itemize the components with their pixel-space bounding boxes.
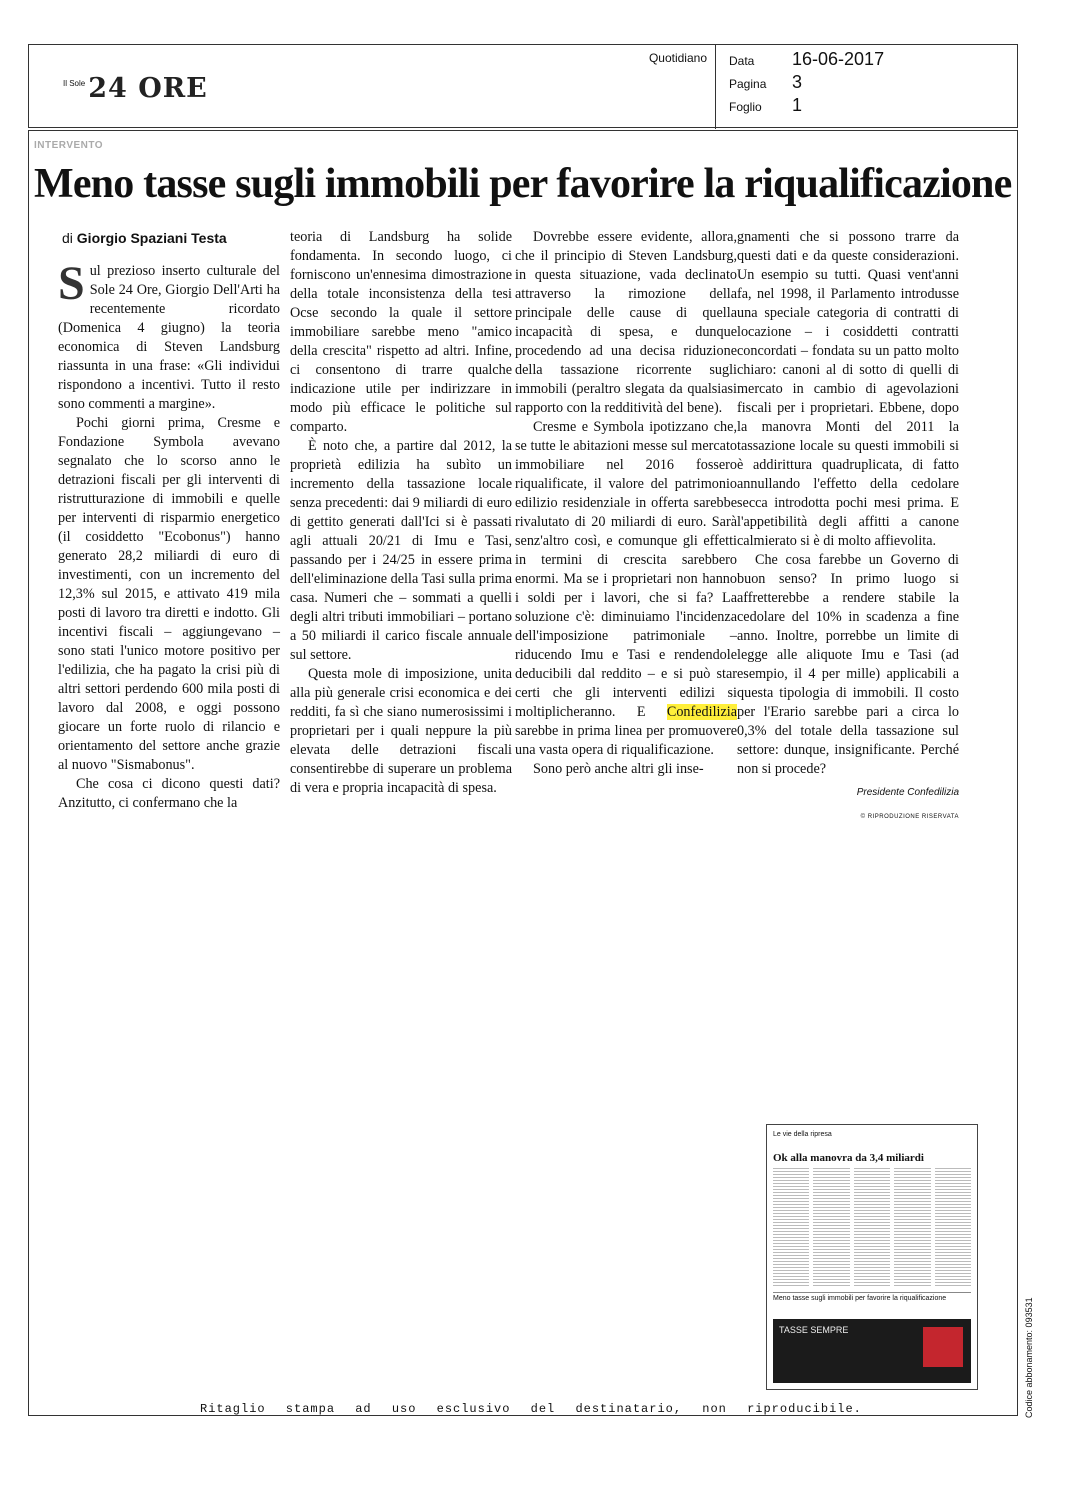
advert-text: TASSE SEMPRE [779,1325,849,1335]
paragraph: Dovrebbe essere evidente, allora, che il principio di Steven Landsburg, in questa situazione, vada declinato attraverso la rimozione della principale delle cause di quella incapacità di spesa, e dunque procedendo ad una decisa riduzione della tassazione ricorrente sugli immobili (peraltro slegata da qualsiasi rapporto con la redditività del bene). [515,229,737,416]
paragraph: teoria di Landsburg ha solide fondamenta. In secondo luogo, ci forniscono un'ennesima dimostrazione della totale inconsistenza della tesi Ocse secondo la quale il settore immobiliare sarebbe meno "amico della crescita" rispetto ad altri. Infine, ci consentono di trarre qualche indicazione utile per indirizzare in modo più efficace le politiche sul comparto. [290,229,512,435]
logo-small-text: Il Sole [63,79,86,88]
thumbnail-article-band: Meno tasse sugli immobili per favorire la riqualificazione [773,1292,971,1302]
header-divider [715,45,716,129]
article-column-2 [290,228,512,798]
thumbnail-columns [773,1168,971,1288]
byline-author: Giorgio Spaziani Testa [76,230,227,246]
publication-type: Quotidiano [648,51,707,65]
thumbnail-advert [773,1319,971,1383]
meta-sheet-row [729,95,884,118]
article-kicker: INTERVENTO [34,140,104,151]
page-thumbnail [766,1124,978,1390]
article-byline [62,230,227,246]
article-column-4 [737,228,959,827]
page-value: 3 [792,72,803,92]
sheet-value: 1 [792,95,803,115]
sheet-label: Foglio [729,100,762,114]
author-signature: Presidente Confedilizia [856,787,959,798]
meta-date-row [729,49,884,72]
thumbnail-text-column [935,1168,971,1288]
copyright-note: © RIPRODUZIONE RISERVATA [860,814,959,820]
paragraph [58,257,280,414]
paragraph: Questa mole di imposizione, unita alla più generale crisi economica e dei redditi, fa sì che siano numerosissimi i proprietari per i quali neppure la più elevata delle detrazioni fiscali consentirebbe di superare un problema di vera e propria incapacità di spesa. [290,666,512,796]
drop-cap: S [58,257,85,310]
paragraph: Che cosa ci dicono questi dati? Anzitutto, ci confermano che la [58,776,280,811]
date-label: Data [729,54,755,68]
paragraph-text: sarebbe in prima linea per promuovere una vasta opera di riqualificazione. [515,723,737,758]
clipping-header [28,44,1018,128]
date-value: 16-06-2017 [792,49,885,69]
paragraph: Pochi giorni prima, Cresme e Fondazione Symbola avevano segnalato che lo scorso anno le detrazioni fiscali per gli interventi di ristrutturazione di immobili e quelle per interventi di risparmio energetico (il cosiddetto "Ecobonus") hanno generato 28,2 miliardi di euro di investimenti, con un incremento del 12,3% sul 2015, e attivato 419 mila posti di lavoro tra diretti e indotto. Gli incentivi fiscali – aggiungevano – sono stati l'unico motore positivo per l'edilizia, che ha pagato la crisi più di altri settori perdendo 600 mila posti di lavoro dal 2008, e oggi possono giocare un forte ruolo di rilancio e orientamento del settore anche grazie al nuovo "Sismabonus". [58,415,280,773]
page-label: Pagina [729,77,767,91]
thumbnail-text-column [894,1168,930,1288]
thumbnail-text-column [854,1168,890,1288]
paragraph: È noto che, a partire dal 2012, la proprietà edilizia ha subìto un incremento della tassazione locale senza precedenti: dai 9 miliardi di euro di gettito generati dall'Ici si è passati agli attuali 20/21 di Imu e Tasi, passando per i 24/25 in essere prima dell'eliminazione della Tasi sulla prima casa. Numeri che – sommati a quelli degli altri tributi immobiliari – portano a 50 miliardi il carico fiscale annuale sul settore. [290,438,512,663]
highlighted-term: Confedilizia [666,704,737,720]
subscription-code: Codice abbonamento: 093531 [1024,1297,1034,1418]
clipping-footer: Ritaglio stampa ad uso esclusivo del destinatario, non riproducibile. [200,1402,862,1416]
paragraph-text: ul prezioso inserto culturale del Sole 24 Ore, Giorgio Dell'Arti ha recentemente ricordato (Domenica 4 giugno) la teoria economica di Steven Landsburg riassunta in una frase: «Gli individui rispondono a incentivi. Tutto il resto sono commenti a margine». [58,263,280,412]
meta-page-row [729,72,884,95]
newspaper-logo [63,73,208,104]
logo-main-text: 24 ORE [88,73,208,104]
thumbnail-title: Ok alla manovra da 3,4 miliardi [773,1152,924,1164]
paragraph: Che cosa farebbe un Governo di buon senso? In primo luogo si affretterebbe a rendere stabile la cedolare del 10% in scadenza a fine anno. Inoltre, porrebbe un limite di legge alle aliquote Imu e Tasi (ad esempio, il 4 per mille) applicabili a questa tipologia di immobili. Il costo per l'Erario sarebbe pari a circa lo 0,3% del totale della tassazione sul settore: dunque, insignificante. Perché non si procede? [737,552,959,777]
paragraph [515,418,737,760]
article-headline: Meno tasse sugli immobili per favorire la riqualificazione [34,161,1012,207]
article-column-3 [515,228,737,779]
paragraph: Sono però anche altri gli inse- [533,761,704,777]
paragraph-text: Cresme e Symbola ipotizzano che, se tutte le abitazioni messe sul mercato immobiliare nel 2016 fossero riqualificate, il valore del patrimonio edilizio residenziale in offerta sarebbe rivalutato di 20 miliardi di euro. Sarà senz'altro così, e comunque gli effetti in termini di crescita sarebbero enormi. Ma se i proprietari non hanno i soldi per i lavori, che si fa? La soluzione c'è: diminuiamo l'incidenza dell'imposizione patrimoniale – riducendo Imu e Tasi e rendendole deducibili dal reddito – e si può star certi che gli interventi edilizi si moltiplicheranno. E [515,419,737,720]
clipping-meta [729,49,884,118]
thumbnail-text-column [813,1168,849,1288]
advert-logo [923,1327,963,1367]
thumbnail-text-column [773,1168,809,1288]
thumbnail-kicker: Le vie della ripresa [773,1131,832,1138]
article-column-1 [58,257,280,813]
byline-prefix: di [62,230,73,246]
paragraph: gnamenti che si possono trarre da questi dati e da queste considerazioni. Un esempio su tutti. Quasi vent'anni fa, nel 1998, il Parlamento introdusse una speciale categoria di contratti di locazione – i cosiddetti contratti concordati – fondata su un patto molto chiaro: canoni al di sotto di quelli di mercato in cambio di agevolazioni fiscali per i proprietari. Ebbene, dopo la manovra Monti del 2011 la tassazione locale su questi immobili si è addirittura quadruplicata, di fatto annullando l'effetto della cedolare secca introdotta pochi mesi prima. E l'appetibilità degli affitti a canone calmierato si è di molto affievolita. [737,229,959,549]
